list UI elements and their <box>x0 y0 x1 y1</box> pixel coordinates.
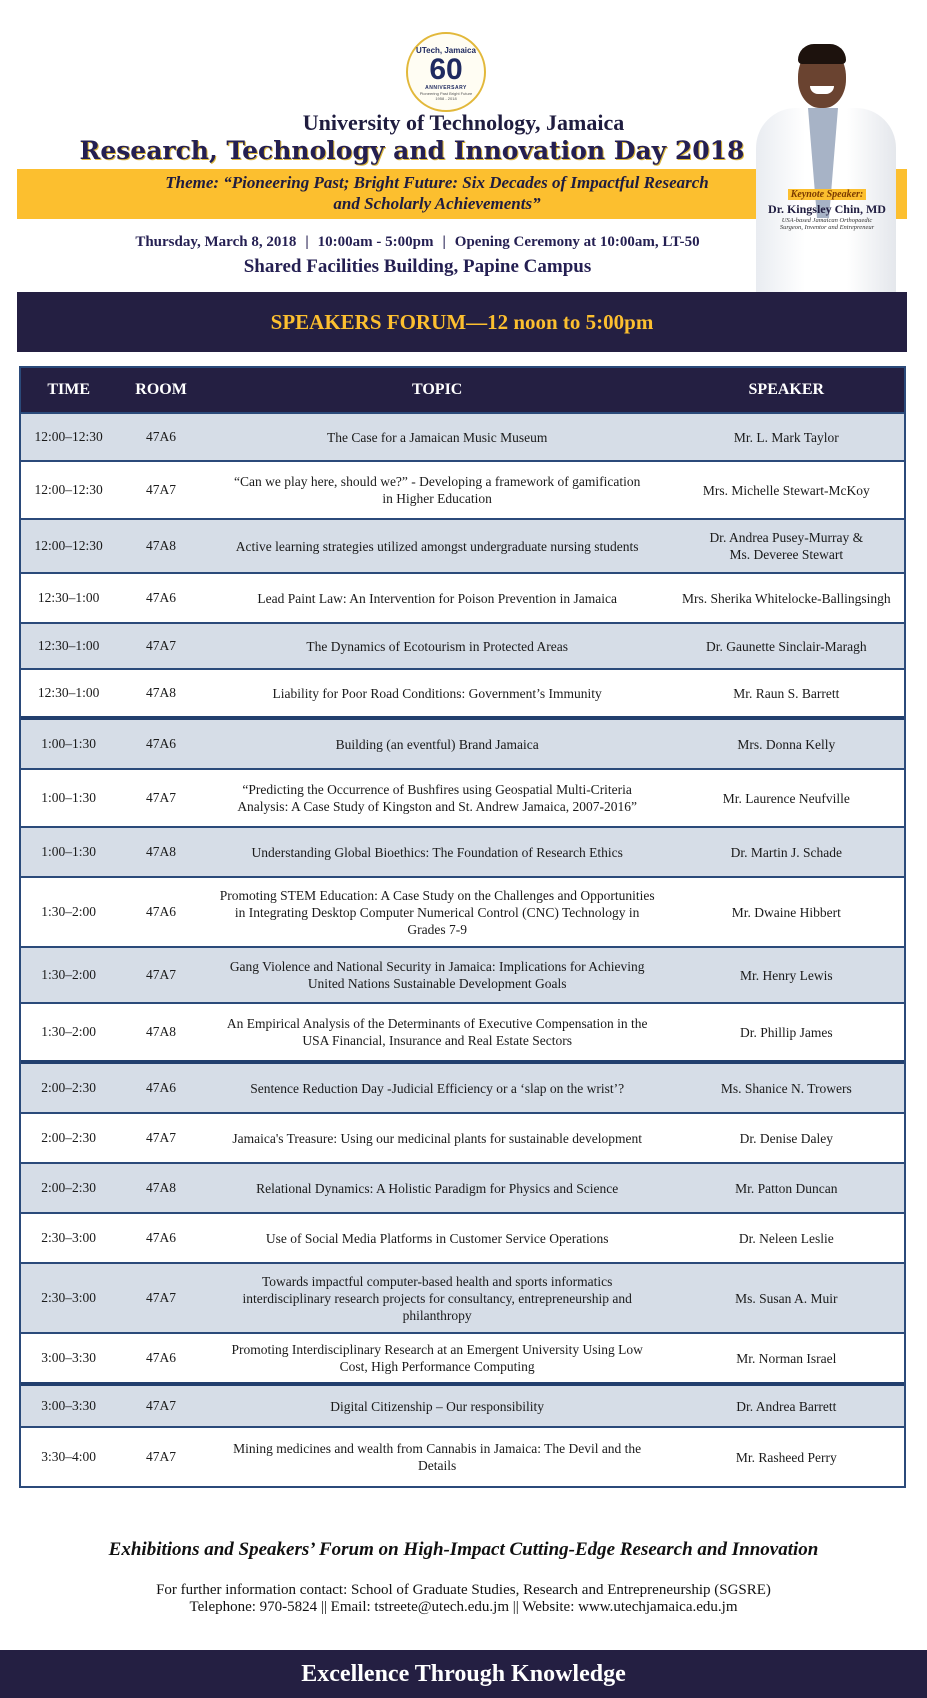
session-speaker <box>669 1398 904 1415</box>
speaker-hair <box>798 44 846 64</box>
topic-line: philanthropy <box>402 1307 472 1323</box>
table-row <box>21 1112 904 1162</box>
topic-line: The Dynamics of Ecotourism in Protected Areas <box>306 638 569 654</box>
session-time: 2:00–2:30 <box>41 1130 97 1145</box>
speaker-line: Mrs. Sherika Whitelocke-Ballingsingh <box>682 590 891 606</box>
topic-line: Digital Citizenship – Our responsibility <box>330 1398 545 1414</box>
table-row <box>21 716 904 768</box>
session-topic <box>206 1015 669 1049</box>
topic-line: Details <box>418 1458 457 1473</box>
theme-text <box>117 172 757 214</box>
speaker-line: Dr. Phillip James <box>739 1024 833 1040</box>
session-speaker <box>669 529 904 563</box>
topic-line: Cost, High Performance Computing <box>339 1359 535 1374</box>
session-speaker <box>669 1290 904 1307</box>
topic-line: “Can we play here, should we?” - Developing a framework of gamification <box>233 474 641 489</box>
session-time: 1:00–1:30 <box>41 736 97 751</box>
table-row <box>21 412 904 460</box>
topic-line: interdisciplinary research projects for consultancy, entrepreneurship and <box>242 1290 632 1306</box>
schedule-table <box>19 366 906 1488</box>
logo-number: 60 <box>429 53 463 86</box>
topic-line: Understanding Global Bioethics: The Foundation of Research Ethics <box>251 844 623 860</box>
university-name: University of Technology, Jamaica <box>302 110 625 135</box>
table-body <box>21 412 904 1486</box>
session-room: 47A7 <box>146 1398 177 1413</box>
session-topic <box>206 1398 669 1415</box>
table-row <box>21 1002 904 1060</box>
session-topic <box>206 638 669 655</box>
session-speaker <box>669 429 904 446</box>
event-title: Research, Technology and Innovation Day 2018 <box>79 136 745 165</box>
table-row <box>21 826 904 876</box>
topic-line: Gang Violence and National Security in Jamaica: Implications for Achieving <box>229 959 645 974</box>
session-time: 3:30–4:00 <box>41 1449 97 1464</box>
topic-line: Grades 7-9 <box>407 921 467 937</box>
topic-line: United Nations Sustainable Development Goals <box>307 976 567 991</box>
session-room: 47A6 <box>146 1230 177 1245</box>
session-topic <box>206 429 669 446</box>
table-row <box>21 668 904 716</box>
table-row <box>21 1162 904 1212</box>
session-time: 3:00–3:30 <box>41 1350 97 1365</box>
speaker-line: Dr. Andrea Barrett <box>736 1398 837 1414</box>
speaker-line: Dr. Gaunette Sinclair-Maragh <box>706 638 867 654</box>
table-row <box>21 946 904 1002</box>
session-room: 47A7 <box>146 638 177 653</box>
speaker-line: Mr. Dwaine Hibbert <box>731 904 841 920</box>
session-time: 1:00–1:30 <box>41 844 97 859</box>
topic-line: Liability for Poor Road Conditions: Government’s Immunity <box>272 685 602 701</box>
session-speaker <box>669 1449 904 1466</box>
topic-line: Relational Dynamics: A Holistic Paradigm for Physics and Science <box>256 1180 619 1196</box>
header-speaker: SPEAKER <box>748 381 825 398</box>
tagline: Exhibitions and Speakers’ Forum on High-Impact Cutting-Edge Research and Innovation <box>108 1539 819 1560</box>
header-time: TIME <box>47 381 90 398</box>
speaker-line: Mr. Patton Duncan <box>735 1180 838 1196</box>
speaker-line: Dr. Denise Daley <box>739 1130 833 1146</box>
session-time: 3:00–3:30 <box>41 1398 97 1413</box>
topic-line: in Integrating Desktop Computer Numerical Control (CNC) Technology in <box>234 904 640 920</box>
session-time: 12:30–1:00 <box>37 590 100 605</box>
speaker-line: Ms. Deveree Stewart <box>729 547 844 562</box>
session-room: 47A7 <box>146 790 177 805</box>
contact-line-2: Telephone: 970-5824 || Email: tstreete@utech.edu.jm || Website: www.utechjamaica.edu.jm <box>189 1599 738 1615</box>
session-topic <box>206 1230 669 1247</box>
session-room: 47A7 <box>146 1130 177 1145</box>
table-header <box>21 368 904 412</box>
table-row <box>21 768 904 826</box>
header-topic: TOPIC <box>411 381 463 398</box>
session-room: 47A6 <box>146 736 177 751</box>
table-row <box>21 1212 904 1262</box>
session-topic <box>206 958 669 992</box>
session-speaker <box>669 904 904 921</box>
session-speaker <box>669 967 904 984</box>
session-room: 47A7 <box>146 482 177 497</box>
topic-line: Analysis: A Case Study of Kingston and St. Andrew Jamaica, 2007-2016” <box>237 799 638 814</box>
theme-line-2: and Scholarly Achievements” <box>333 194 541 213</box>
session-speaker <box>669 638 904 655</box>
theme-line-1: Theme: “Pioneering Past; Bright Future: Six Decades of Impactful Research <box>165 173 709 192</box>
session-room: 47A6 <box>146 904 177 919</box>
topic-line: Mining medicines and wealth from Cannabis in Jamaica: The Devil and the <box>233 1441 642 1456</box>
session-time: 12:00–12:30 <box>34 429 103 444</box>
session-room: 47A8 <box>146 538 177 553</box>
topic-line: Towards impactful computer-based health and sports informatics <box>261 1273 613 1289</box>
event-date: Thursday, March 8, 2018 <box>135 234 297 250</box>
speaker-line: Mr. L. Mark Taylor <box>733 429 839 445</box>
session-time: 12:30–1:00 <box>37 638 100 653</box>
session-topic <box>206 887 669 938</box>
table-row <box>21 876 904 946</box>
session-time: 2:30–3:00 <box>41 1230 97 1245</box>
speaker-line: Mr. Laurence Neufville <box>722 790 850 806</box>
topic-line: USA Financial, Insurance and Real Estate Sectors <box>302 1033 572 1048</box>
motto-band: Excellence Through Knowledge <box>0 1650 927 1698</box>
speaker-line: Dr. Neleen Leslie <box>738 1230 834 1246</box>
speaker-line: Mr. Raun S. Barrett <box>733 685 840 701</box>
session-speaker <box>669 1350 904 1367</box>
table-row <box>21 1382 904 1426</box>
event-time: 10:00am - 5:00pm <box>317 234 434 250</box>
keynote-description-1: USA-based Jamaican Orthopaedic <box>781 217 873 224</box>
contact-line-1: For further information contact: School of Graduate Studies, Research and Entrepreneurship (SGSRE) <box>156 1582 771 1598</box>
session-time: 12:30–1:00 <box>37 685 100 700</box>
session-room: 47A8 <box>146 1024 177 1039</box>
table-row <box>21 622 904 668</box>
session-time: 12:00–12:30 <box>34 482 103 497</box>
session-topic <box>206 538 669 555</box>
speaker-line: Dr. Martin J. Schade <box>730 844 842 860</box>
session-time: 2:30–3:00 <box>41 1290 97 1305</box>
topic-line: Lead Paint Law: An Intervention for Poison Prevention in Jamaica <box>257 590 617 606</box>
session-topic <box>206 781 669 815</box>
topic-line: Promoting STEM Education: A Case Study on the Challenges and Opportunities <box>219 887 655 903</box>
keynote-title: Keynote Speaker: <box>788 189 867 200</box>
table-row <box>21 460 904 518</box>
logo-motto-text: Pioneering Past Bright Future <box>419 91 473 96</box>
session-room: 47A7 <box>146 1449 177 1464</box>
event-details <box>0 234 835 251</box>
anniversary-logo <box>406 32 486 112</box>
table-row <box>21 1332 904 1382</box>
keynote-description-2: Surgeon, Inventor and Entrepreneur <box>779 224 875 231</box>
separator: | <box>442 234 446 250</box>
session-topic <box>206 1130 669 1147</box>
session-room: 47A7 <box>146 1290 177 1305</box>
session-room: 47A8 <box>146 1180 177 1195</box>
session-room: 47A6 <box>146 1350 177 1365</box>
speaker-line: Ms. Shanice N. Trowers <box>720 1080 852 1096</box>
session-speaker <box>669 736 904 753</box>
session-speaker <box>669 482 904 499</box>
table-row <box>21 1060 904 1112</box>
topic-line: The Case for a Jamaican Music Museum <box>326 429 548 445</box>
session-topic <box>206 685 669 702</box>
session-room: 47A6 <box>146 1080 177 1095</box>
event-venue: Shared Facilities Building, Papine Campus <box>243 256 592 277</box>
speakers-forum-banner: SPEAKERS FORUM—12 noon to 5:00pm <box>17 292 907 352</box>
session-room: 47A6 <box>146 429 177 444</box>
topic-line: Use of Social Media Platforms in Customer Service Operations <box>265 1230 609 1246</box>
topic-line: Active learning strategies utilized amongst undergraduate nursing students <box>235 538 639 554</box>
session-time: 2:00–2:30 <box>41 1180 97 1195</box>
session-time: 1:30–2:00 <box>41 967 97 982</box>
session-topic <box>206 1180 669 1197</box>
separator: | <box>305 234 309 250</box>
topic-line: Jamaica's Treasure: Using our medicinal plants for sustainable development <box>232 1130 642 1146</box>
session-topic <box>206 1080 669 1097</box>
table-row <box>21 572 904 622</box>
logo-anniversary-text: ANNIVERSARY <box>425 85 467 91</box>
session-time: 1:30–2:00 <box>41 904 97 919</box>
topic-line: Promoting Interdisciplinary Research at an Emergent University Using Low <box>231 1342 643 1357</box>
contact-info <box>0 1582 927 1616</box>
session-topic <box>206 1273 669 1324</box>
session-time: 2:00–2:30 <box>41 1080 97 1095</box>
session-room: 47A8 <box>146 685 177 700</box>
session-speaker <box>669 590 904 607</box>
topic-line: Building (an eventful) Brand Jamaica <box>335 736 539 752</box>
session-time: 12:00–12:30 <box>34 538 103 553</box>
session-time: 1:00–1:30 <box>41 790 97 805</box>
topic-line: Sentence Reduction Day -Judicial Efficiency or a ‘slap on the wrist’? <box>250 1080 625 1096</box>
speaker-line: Mr. Henry Lewis <box>740 967 833 983</box>
speaker-line: Mrs. Michelle Stewart-McKoy <box>702 482 870 498</box>
table-row <box>21 518 904 572</box>
table-row <box>21 1262 904 1332</box>
topic-line: “Predicting the Occurrence of Bushfires using Geospatial Multi-Criteria <box>242 782 632 797</box>
speaker-line: Mrs. Donna Kelly <box>737 736 836 752</box>
session-room: 47A8 <box>146 844 177 859</box>
session-speaker <box>669 1080 904 1097</box>
session-speaker <box>669 685 904 702</box>
session-topic <box>206 1440 669 1474</box>
session-speaker <box>669 1230 904 1247</box>
keynote-name: Dr. Kingsley Chin, MD <box>768 202 886 216</box>
topic-line: in Higher Education <box>382 491 492 506</box>
session-speaker <box>669 1024 904 1041</box>
keynote-label <box>752 184 902 231</box>
speaker-line: Dr. Andrea Pusey-Murray & <box>709 530 864 545</box>
header-room: ROOM <box>135 381 187 398</box>
logo-years-text: 1958 - 2018 <box>435 96 457 101</box>
logo-university-text: UTech, Jamaica <box>416 46 476 55</box>
session-speaker <box>669 1130 904 1147</box>
session-topic <box>206 736 669 753</box>
session-topic <box>206 473 669 507</box>
session-topic <box>206 590 669 607</box>
topic-line: An Empirical Analysis of the Determinants of Executive Compensation in the <box>226 1016 648 1031</box>
keynote-speaker-photo <box>752 42 902 292</box>
session-topic <box>206 844 669 861</box>
opening-ceremony: Opening Ceremony at 10:00am, LT-50 <box>454 234 700 250</box>
speaker-line: Ms. Susan A. Muir <box>735 1290 838 1306</box>
session-speaker <box>669 1180 904 1197</box>
session-time: 1:30–2:00 <box>41 1024 97 1039</box>
speaker-line: Mr. Rasheed Perry <box>735 1449 837 1465</box>
table-row <box>21 1426 904 1486</box>
session-speaker <box>669 790 904 807</box>
session-topic <box>206 1341 669 1375</box>
session-room: 47A7 <box>146 967 177 982</box>
session-speaker <box>669 844 904 861</box>
session-room: 47A6 <box>146 590 177 605</box>
speaker-line: Mr. Norman Israel <box>736 1350 837 1366</box>
